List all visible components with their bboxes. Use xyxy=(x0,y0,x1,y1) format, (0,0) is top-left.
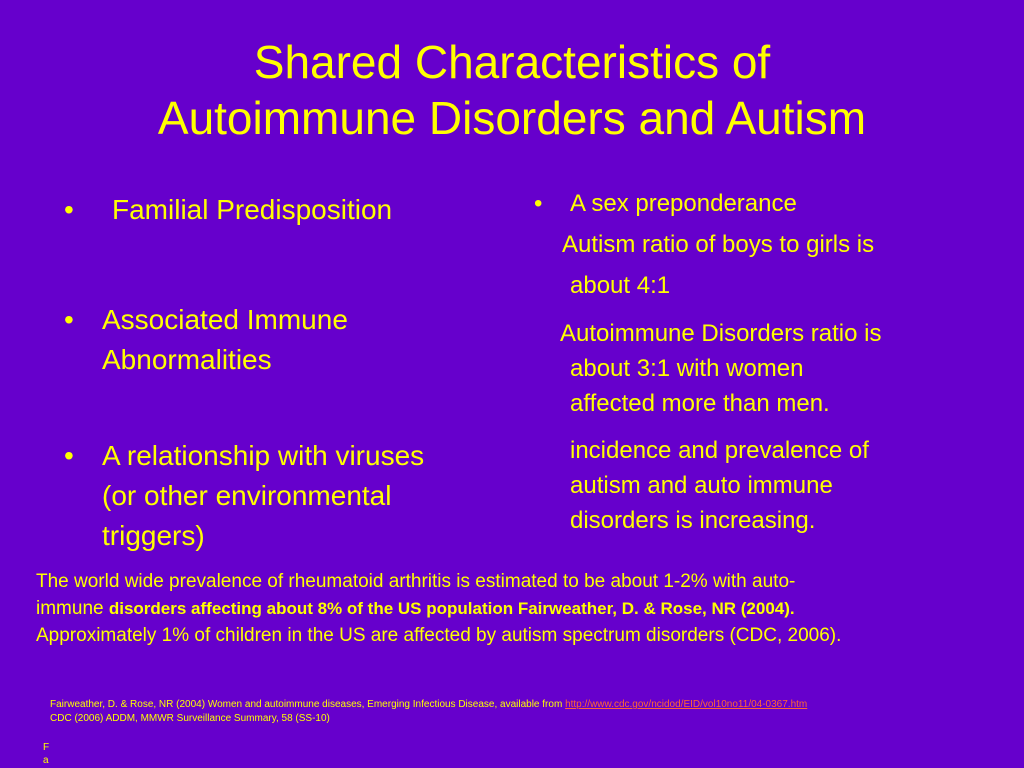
incidence-line-1: incidence and prevalence of xyxy=(570,437,869,464)
autoimmune-ratio-line-3: affected more than men. xyxy=(570,390,830,417)
autoimmune-ratio-line-1: Autoimmune Disorders ratio is xyxy=(560,320,882,347)
slide-title-line-1: Shared Characteristics of xyxy=(253,36,771,88)
bullet-marker: • xyxy=(534,190,543,217)
reference-fairweather-text: Fairweather, D. & Rose, NR (2004) Women and autoimmune diseases, Emerging Infectious Disease, available from xyxy=(50,699,566,710)
incidence-text xyxy=(530,433,990,538)
reference-cdc: CDC (2006) ADDM, MMWR Surveillance Summary, 58 (SS-10) xyxy=(50,713,330,724)
autism-ratio-text xyxy=(530,227,990,303)
footer-fragment xyxy=(43,741,53,767)
left-bullet-list xyxy=(60,190,520,556)
reference-cdc-link[interactable]: http://www.cdc.gov/ncidod/EID/vol10no11/04-0367.htm xyxy=(565,699,808,710)
bullet-familial-predisposition xyxy=(60,190,520,230)
bullet-relationship-with-viruses xyxy=(60,436,520,556)
bullet-marker: • xyxy=(64,194,74,225)
autism-ratio-line-2: about 4:1 xyxy=(570,272,671,299)
autoimmune-ratio-line-2: about 3:1 with women xyxy=(570,355,804,382)
slide-title xyxy=(0,34,1024,146)
references xyxy=(50,698,1010,726)
prevalence-line-2-bold: disorders affecting about 8% of the US population Fairweather, D. & Rose, NR (2004). xyxy=(108,599,795,618)
bullet-sex-preponderance xyxy=(530,186,990,221)
incidence-line-3: disorders is increasing. xyxy=(570,507,816,534)
bullet-text-line-3: triggers) xyxy=(102,520,205,551)
prevalence-paragraph xyxy=(36,568,1016,649)
reference-fairweather xyxy=(50,698,1010,712)
autism-ratio-line-1: Autism ratio of boys to girls is xyxy=(562,231,875,258)
bullet-associated-immune-abnormalities xyxy=(60,300,520,380)
bullet-text-line-1: Associated Immune xyxy=(102,304,348,335)
bullet-marker: • xyxy=(64,304,74,335)
bullet-heading: A sex preponderance xyxy=(570,190,797,217)
bullet-text-line-1: A relationship with viruses xyxy=(102,440,425,471)
bullet-text-line-2: Abnormalities xyxy=(102,344,272,375)
prevalence-line-2 xyxy=(36,595,1016,622)
slide-title-line-2: Autoimmune Disorders and Autism xyxy=(157,92,867,144)
bullet-text: Familial Predisposition xyxy=(112,194,393,225)
bullet-marker: • xyxy=(64,440,74,471)
prevalence-line-2-plain: immune xyxy=(36,598,109,619)
incidence-line-2: autism and auto immune xyxy=(570,472,833,499)
right-bullet-list xyxy=(530,186,990,538)
footer-fragment-char-2: a xyxy=(43,755,49,766)
bullet-text-line-2: (or other environmental xyxy=(102,480,392,511)
prevalence-line-1: The world wide prevalence of rheumatoid arthritis is estimated to be about 1-2% with auto- xyxy=(36,571,796,592)
autoimmune-ratio-text xyxy=(530,316,990,421)
prevalence-line-3: Approximately 1% of children in the US are affected by autism spectrum disorders (CDC, 2006). xyxy=(36,625,842,646)
footer-fragment-char-1: F xyxy=(43,742,50,753)
